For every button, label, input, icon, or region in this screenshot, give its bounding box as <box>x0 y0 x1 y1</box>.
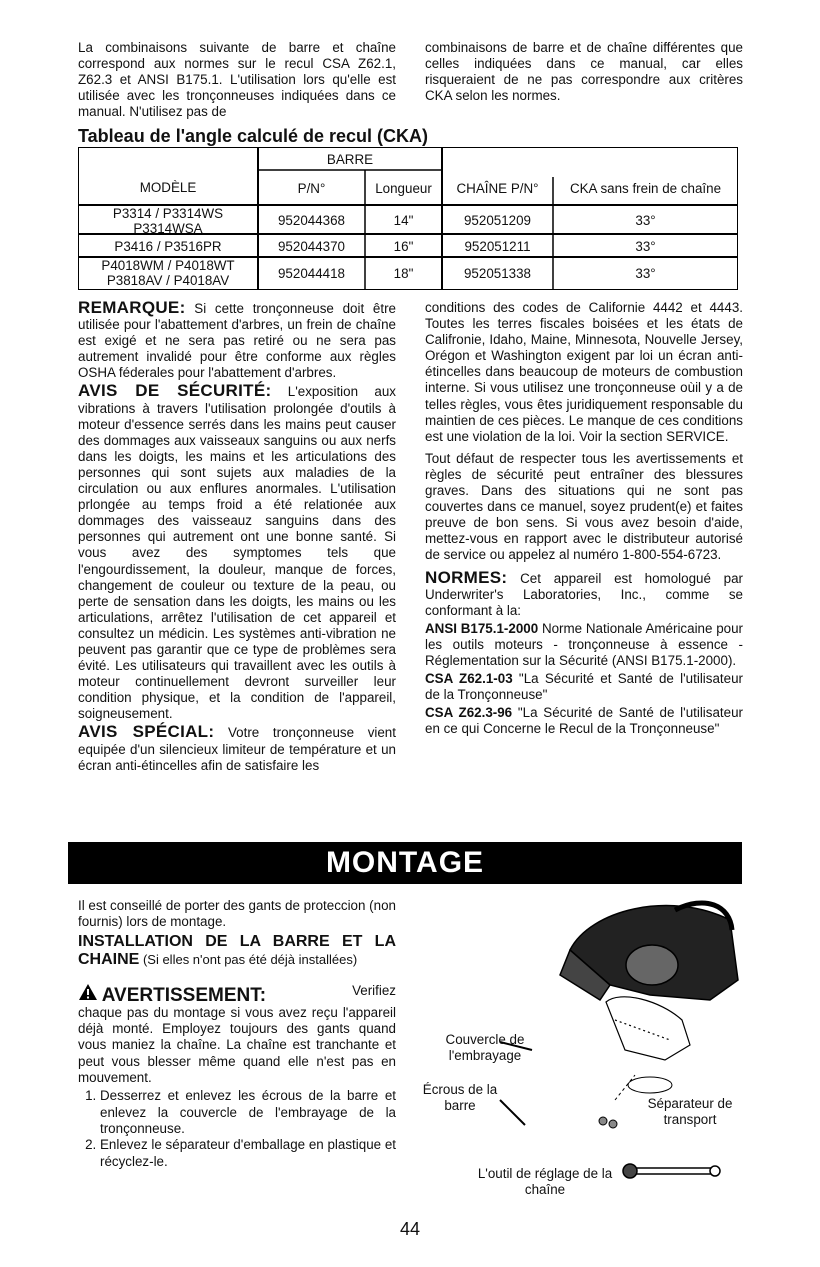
table-row-2-length: 16" <box>393 239 414 254</box>
chainsaw-body <box>560 903 738 1000</box>
header-length: Longueur <box>375 181 432 196</box>
california-paragraph: conditions des codes de Californie 4442 et 4443. Toutes les terres fiscales boisées et les états de Califronie, Idaho, Maine, Minnesota, Nouvelle Jersey, Orégon et Washington exigent par loi un écran anti-étincelles dans beaucoup de moteurs de combustion interne. Si vous utilisez une tronçonneuse oùil y a de telles règles, vous êtes juridiquement responsable du maintien de ces pièces. Le manque de ces conditions est une violation de la loi. Voir la section SERVICE. <box>425 300 743 444</box>
avis-securite-paragraph <box>78 383 396 722</box>
remarque-paragraph <box>78 300 396 381</box>
warning-text: chaque pas du montage si vous avez reçu l'appareil déjà monté. Employez toujours des gants quand vous maniez la chaîne. La chaîne est tranchante et peut vous blesser même quand elle n'est pas en mouvement. <box>78 1004 396 1086</box>
normes-text: Cet appareil est homologué par Underwriter's Laboratories, Inc., comme se conformant à la: <box>425 570 743 618</box>
ansi-text: Norme Nationale Américaine pour les outils moteurs - tronçonneuse à essence - Réglementation sur la Sécurité (ANSI B175.1-2000). <box>425 620 744 668</box>
normes-label: NORMES: <box>425 567 508 587</box>
table-row-3-chain-pn: 952051338 <box>463 266 532 281</box>
montage-left-column <box>78 898 396 1170</box>
model-line-2: P3314WSA <box>133 221 203 236</box>
remarque-label: REMARQUE: <box>78 298 186 317</box>
table-row-1-bar-pn: 952044368 <box>277 213 346 228</box>
table-row-2-cka: 33° <box>635 239 656 254</box>
installation-heading-block <box>78 933 396 969</box>
adjustment-tool <box>623 1164 720 1178</box>
installation-heading-note: (Si elles n'ont pas été déjà installées) <box>139 951 358 967</box>
table-row-1-length: 14" <box>393 213 414 228</box>
csa-z621-text: "La Sécurité et Santé de l'utilisateur de la Tronçonneuse" <box>425 671 743 703</box>
model-line-2: P3818AV / P4018AV <box>106 273 230 288</box>
montage-banner: MONTAGE <box>68 842 742 884</box>
ansi-paragraph <box>425 621 743 669</box>
csa-z623-text: "La Sécurité de Santé de l'utilisateur en ce qui Concerne le Recul de la Tronçonneuse" <box>425 705 744 737</box>
intro-right-text: combinaisons de barre et de chaîne différentes que celles indiquées dans ce manual, car elles risqueraient de ne pas correspondre aux critères CKA selon les normes. <box>425 40 743 104</box>
label-transport-spacer: Séparateur de transport <box>647 1096 733 1127</box>
model-line-1: P4018WM / P4018WT <box>101 258 235 273</box>
csa-z623-label: CSA Z62.3-96 <box>425 705 513 721</box>
header-chain-pn: CHAÎNE P/N° <box>456 181 539 196</box>
header-bar-pn: P/N° <box>297 181 326 196</box>
warning-paragraph <box>78 983 396 1087</box>
header-barre: BARRE <box>326 152 374 167</box>
intro-left-text: La combinaisons suivante de barre et chaîne correspond aux normes sur le recul CSA Z62.1, Z62.3 et ANSI B175.1. L'utilisation lors qu'elle est utilisée avec les tronçonneuses indiquées dans ce manual. N'utilisez pas de <box>78 40 396 120</box>
table-row-1-chain-pn: 952051209 <box>463 213 532 228</box>
header-model: MODÈLE <box>139 180 197 195</box>
table-row-2-bar-pn: 952044370 <box>277 239 346 254</box>
safety-paragraph: Tout défaut de respecter tous les avertissements et règles de sécurité peut entraîner des blessures graves. Dans des situations qui ne sont pas couvertes dans ce manuel, soyez prudent(e) et faites preuve de bon sens. Si vous avez besoin d'aide, mettez-vous en rapport avec le distributeur autorisé de service ou appelez al numéro 1-800-554-6723. <box>425 450 743 563</box>
steps-list <box>78 1088 396 1169</box>
intro-right-paragraph <box>425 40 743 106</box>
table-row-2-chain-pn: 952051211 <box>464 239 531 254</box>
bar-nuts <box>599 1117 617 1128</box>
normes-paragraph <box>425 567 743 619</box>
table-row-1-model <box>78 206 258 236</box>
avis-special-text: Votre tronçonneuse vient equipée d'un silencieux limiteur de température et un écran anti-étincelles afin de satisfaire les <box>78 725 396 773</box>
table-row-1-cka: 33° <box>635 213 656 228</box>
table-row-3-cka: 33° <box>635 266 656 281</box>
csa-z623-paragraph <box>425 705 743 737</box>
csa-z621-label: CSA Z62.1-03 <box>425 671 513 687</box>
cka-table <box>78 147 738 290</box>
table-row-3-length: 18" <box>393 266 414 281</box>
csa-z621-paragraph <box>425 671 743 703</box>
table-title: Tableau de l'angle calculé de recul (CKA) <box>78 126 429 146</box>
label-clutch-cover: Couvercle de l'embrayage <box>445 1032 525 1063</box>
installation-heading: INSTALLATION DE LA BARRE ET LA CHAINE <box>78 932 396 968</box>
list-item: 2. Enlevez le séparateur d'emballage en plastique et récyclez-le. <box>100 1137 396 1170</box>
label-bar-nuts: Écrous de la barre <box>422 1082 498 1113</box>
model-line-1: P3314 / P3314WS <box>112 206 224 221</box>
intro-left-paragraph <box>78 40 396 122</box>
ansi-label: ANSI B175.1-2000 <box>425 620 539 636</box>
avis-securite-text: L'exposition aux vibrations à travers l'utilisation prolongée d'outils à moteur d'essence serrés dans les mains peut causer des dommages aux vaisseaux sanguins ou aux nerfs dans les doigts, les mains et les articulations des personnes qui sont sujets aux maladies de la circulation ou aux enflures anormales. L'utilisation prlongée au temps froid a été relationée aux dommages des vaisseauz sanguins dans des personnes qui autrement ont une bonne santé. Si vous avez des symptomes tels que l'engourdissement, la douleur, manque de forces, changement de couleur ou texture de la peau, ou perte de sensation dans les doigts, les mains ou les articulations, arrêtez l'utilisation de cet appareil et consultez un médicin. Les systèmes anti-vibration ne peuvent pas garantir que ce type de problèmes sera évité. Les utilisateurs qui travaillent avec les outils à moteur continuellement devront surveiller leur condition physique, et la condition de l'appareil, soigneusement. <box>78 384 396 722</box>
table-row-3-model <box>78 258 258 288</box>
remarque-text: Si cette tronçonneuse doit être utilisée pour l'abattement d'arbres, un frein de chaîne est exigé et ne sera pas retiré ou ne sera pas autrement invalidé pour être conforme aux règles OSHA féderales pour l'abattement d'arbres. <box>78 301 396 381</box>
warning-first-word: Verifiez <box>352 982 396 998</box>
table-row-3-bar-pn: 952044418 <box>277 266 346 281</box>
notes-right-column <box>425 300 743 739</box>
avis-special-paragraph <box>78 724 396 773</box>
warning-triangle-icon <box>78 989 102 1004</box>
list-item: 1. Desserrez et enlevez les écrous de la barre et enlevez la couvercle de l'embrayage de la tronçonneuse. <box>100 1088 396 1137</box>
notes-left-column <box>78 300 396 776</box>
label-chain-tool: L'outil de réglage de la chaîne <box>477 1166 613 1197</box>
gloves-advice: Il est conseillé de porter des gants de proteccion (non fournis) lors de montage. <box>78 898 396 930</box>
transport-spacer <box>628 1077 672 1093</box>
header-cka: CKA sans frein de chaîne <box>569 181 722 196</box>
clutch-cover <box>606 997 690 1060</box>
warning-label: AVERTISSEMENT: <box>101 984 267 1006</box>
avis-special-label: AVIS SPÉCIAL: <box>78 722 215 742</box>
table-row-2-model: P3416 / P3516PR <box>114 239 222 254</box>
chainsaw-figure <box>420 890 750 1210</box>
page-number: 44 <box>399 1219 421 1239</box>
avis-securite-label: AVIS DE SÉCURITÉ: <box>78 381 272 401</box>
